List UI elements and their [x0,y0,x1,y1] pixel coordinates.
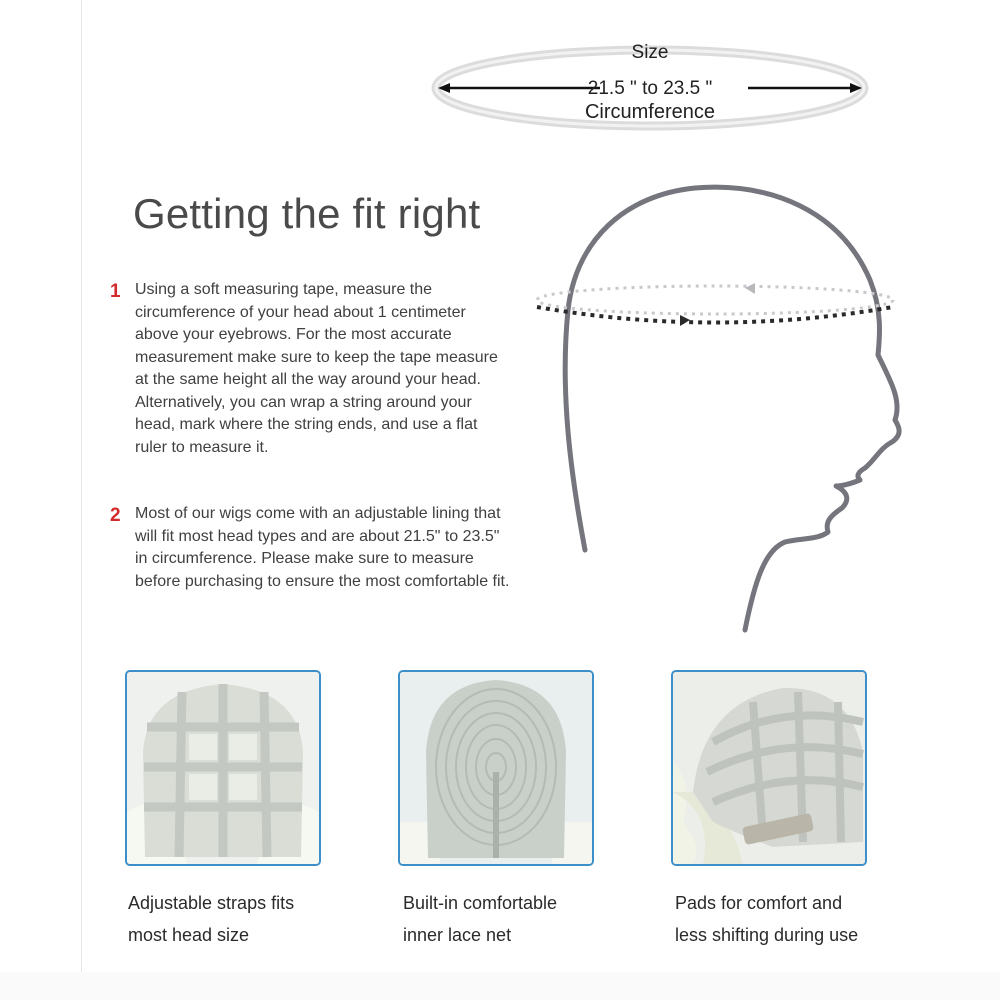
caption-line: less shifting during use [675,925,859,945]
feature-caption-pads [675,887,915,951]
adjustable-straps-photo [125,670,321,866]
feature-caption-lace [403,887,643,951]
left-divider-line [81,0,82,1000]
inner-lace-net-photo [398,670,594,866]
step-number: 1 [110,281,121,302]
caption-line: most head size [128,925,250,945]
caption-line: inner lace net [403,925,512,945]
size-ring-graphic [430,38,870,148]
caption-line: Adjustable straps fits [128,893,295,913]
feature-caption-straps [128,887,368,951]
step-text: Using a soft measuring tape, measure the circumference of your head about 1 centimeter above your eyebrows. For the most accurate measurement make sure to keep the tape measure at the same height all the way around your head. Alternatively, you can wrap a string around your head, mark where the string ends, and use a flat ruler to measure it. [135,281,498,456]
size-title: Size [631,42,669,63]
bottom-band [0,972,1000,1000]
step-text: Most of our wigs come with an adjustable lining that will fit most head types and are about 21.5" to 23.5" in circumference. Please make sure to measure before purchasing to ensure the most comfortable fit. [135,505,510,590]
page-title: Getting the fit right [133,190,481,237]
comfort-pads-photo [671,670,867,866]
caption-line: Pads for comfort and [675,893,843,913]
step-number: 2 [110,505,121,526]
step-1 [110,279,510,459]
wig-cap-straps-icon [127,672,319,864]
wig-cap-lace-icon [400,672,592,864]
step-2 [110,503,510,593]
wig-cap-pads-icon [673,672,865,864]
head-profile-illustration [530,170,910,640]
size-range: 21.5 " to 23.5 " [587,78,713,99]
head-profile-icon [530,170,910,640]
caption-line: Built-in comfortable [403,893,558,913]
size-circumference-label: Circumference [584,101,716,123]
